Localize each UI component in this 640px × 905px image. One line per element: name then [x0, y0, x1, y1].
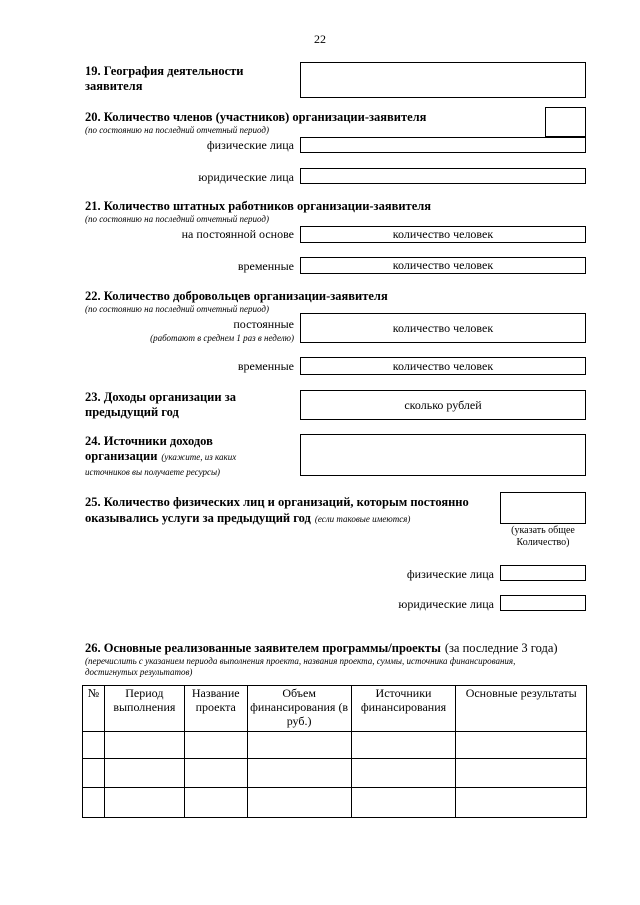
col-header-results: Основные результаты — [456, 686, 587, 732]
col-header-funding-amount: Объем финансирования (в руб.) — [247, 686, 351, 732]
s22-title: 22. Количество добровольцев организации-заявителя — [85, 289, 388, 303]
s26-note: (перечислить с указанием периода выполнения проекта, названия проекта, суммы, источника финансирования, достигнутых результатов) — [85, 656, 516, 677]
s23-title: 23. Доходы организации за предыдущий год — [85, 390, 236, 419]
s25-title-note: (если таковые имеются) — [314, 514, 411, 524]
s25-total-field[interactable] — [500, 492, 586, 524]
table-cell[interactable] — [184, 788, 247, 818]
s26-title-tail: (за последние 3 года) — [444, 641, 558, 655]
s25-legal-label: юридические лица — [398, 597, 494, 611]
s21-temporary-field[interactable]: количество человек — [300, 257, 586, 274]
s20-legal-field[interactable] — [300, 168, 586, 184]
s20-total-field[interactable] — [545, 107, 586, 137]
s20-legal-label: юридические лица — [198, 170, 294, 184]
s22-temporary-field[interactable]: количество человек — [300, 357, 586, 375]
s25-individuals-field[interactable] — [500, 565, 586, 581]
table-header-row — [83, 686, 587, 732]
table-cell[interactable] — [456, 759, 587, 788]
table-cell[interactable] — [104, 759, 184, 788]
s22-permanent-label: постоянные — [233, 317, 294, 331]
col-header-name: Название проекта — [184, 686, 247, 732]
s20-title: 20. Количество членов (участников) организации-заявителя — [85, 110, 427, 124]
table-cell[interactable] — [247, 788, 351, 818]
table-row — [83, 788, 587, 818]
table-cell[interactable] — [456, 732, 587, 759]
table-cell[interactable] — [184, 732, 247, 759]
s21-note: (по состоянию на последний отчетный период) — [85, 214, 269, 224]
table-cell[interactable] — [351, 788, 456, 818]
s22-permanent-field[interactable]: количество человек — [300, 313, 586, 343]
s20-individuals-field[interactable] — [300, 137, 586, 153]
table-cell[interactable] — [104, 732, 184, 759]
s22-permanent-note: (работают в среднем 1 раз в неделю) — [150, 333, 294, 343]
table-cell[interactable] — [83, 788, 105, 818]
s22-note: (по состоянию на последний отчетный период) — [85, 304, 269, 314]
page-number: 22 — [314, 32, 326, 46]
s20-individuals-label: физические лица — [206, 138, 294, 152]
s24-title — [85, 434, 275, 478]
table-cell[interactable] — [351, 732, 456, 759]
table-row — [83, 732, 587, 759]
table-row — [83, 759, 587, 788]
s26-title — [85, 640, 595, 656]
table-cell[interactable] — [456, 788, 587, 818]
s23-income-field[interactable]: сколько рублей — [300, 390, 586, 420]
s19-geography-field[interactable] — [300, 62, 586, 98]
s25-title-bold: 25. Количество физических лиц и организаций, которым постоянно оказывались услуги за предыдущий год — [85, 495, 469, 525]
s25-total-note: (указать общее Количество) — [511, 525, 575, 548]
col-header-number: № — [83, 686, 105, 732]
table-cell[interactable] — [351, 759, 456, 788]
table-cell[interactable] — [247, 759, 351, 788]
s22-temporary-label: временные — [237, 359, 294, 373]
s21-permanent-label: на постоянной основе — [181, 227, 294, 241]
table-cell[interactable] — [104, 788, 184, 818]
table-cell[interactable] — [247, 732, 351, 759]
table-cell[interactable] — [83, 732, 105, 759]
s21-permanent-field[interactable]: количество человек — [300, 226, 586, 243]
s25-legal-field[interactable] — [500, 595, 586, 611]
s20-note: (по состоянию на последний отчетный период) — [85, 125, 269, 135]
s21-title: 21. Количество штатных работников организации-заявителя — [85, 199, 432, 213]
s25-individuals-label: физические лица — [406, 567, 494, 581]
table-cell[interactable] — [83, 759, 105, 788]
s24-title-bold: 24. Источники доходов организации — [85, 434, 213, 463]
s19-title: 19. География деятельности заявителя — [85, 64, 244, 93]
s24-sources-field[interactable] — [300, 434, 586, 476]
s25-title — [85, 494, 495, 526]
projects-table — [82, 685, 587, 818]
s24-title-note: (укажите, из каких источников вы получаете ресурсы) — [85, 452, 237, 477]
col-header-period: Период выполнения — [104, 686, 184, 732]
col-header-funding-sources: Источники финансирования — [351, 686, 456, 732]
s26-title-bold: 26. Основные реализованные заявителем программы/проекты — [85, 641, 441, 655]
s21-temporary-label: временные — [237, 259, 294, 273]
table-cell[interactable] — [184, 759, 247, 788]
